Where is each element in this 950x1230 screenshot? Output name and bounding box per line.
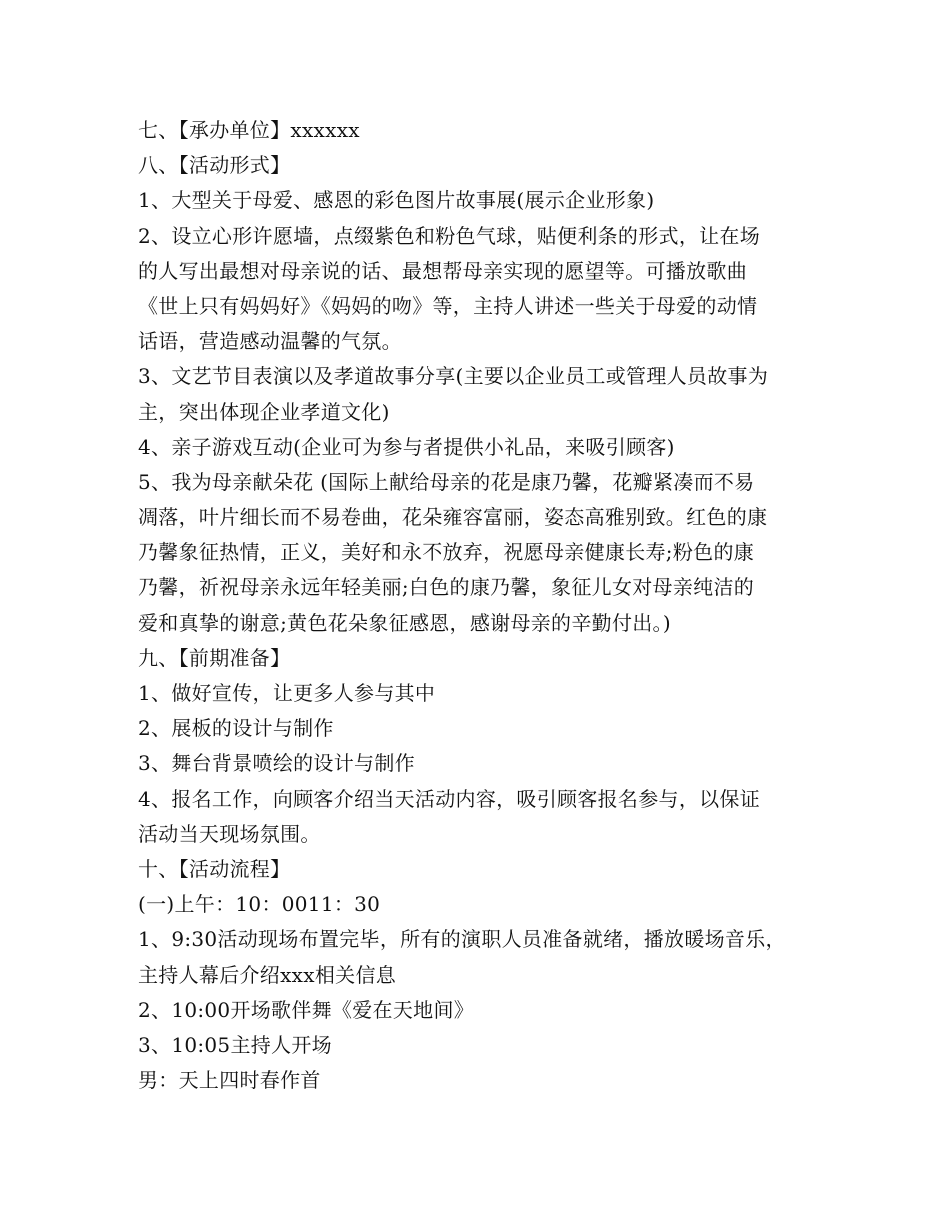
text-line: 乃馨，祈祝母亲永远年轻美丽;白色的康乃馨，象征儿女对母亲纯洁的 [138,575,755,600]
text-line: 凋落，叶片细长而不易卷曲，花朵雍容富丽，姿态高雅别致。红色的康 [138,505,768,530]
text-line: 话语，营造感动温馨的气氛。 [138,329,402,354]
text-line: 男：天上四时春作首 [138,1068,321,1093]
text-line: 4、亲子游戏互动(企业可为参与者提供小礼品，来吸引顾客) [138,434,675,459]
text-line: (一)上午：10：0011：30 [138,892,381,917]
text-line: 3、舞台背景喷绘的设计与制作 [138,751,415,776]
text-line: 2、设立心形许愿墙，点缀紫色和粉色气球，贴便利条的形式，让在场 [138,223,761,248]
text-line: 2、展板的设计与制作 [138,716,334,741]
document-body [138,113,838,1098]
section-heading-activity-format: 八、【活动形式】 [138,153,291,178]
text-line: 《世上只有妈妈好》《妈妈的吻》等，主持人讲述一些关于母爱的动情 [138,293,758,318]
text-line: 爱和真挚的谢意;黄色花朵象征感恩，感谢母亲的辛勤付出。) [138,610,671,635]
text-line: 2、10:00开场歌伴舞《爱在天地间》 [138,997,475,1022]
text-line: 5、我为母亲献朵花 (国际上献给母亲的花是康乃馨，花瓣紧凑而不易 [138,469,755,494]
section-heading-activity-flow: 十、【活动流程】 [138,856,291,881]
text-line: 1、大型关于母爱、感恩的彩色图片故事展(展示企业形象) [138,188,655,213]
section-heading-organizer: 七、【承办单位】xxxxxx [138,118,360,142]
text-line: 4、报名工作，向顾客介绍当天活动内容，吸引顾客报名参与，以保证 [138,786,761,811]
text-line: 1、9:30活动现场布置完毕，所有的演职人员准备就绪，播放暖场音乐， [138,927,786,952]
text-line: 3、文艺节目表演以及孝道故事分享(主要以企业员工或管理人员故事为 [138,364,769,389]
text-line: 3、10:05主持人开场 [138,1032,332,1057]
section-heading-preparation: 九、【前期准备】 [138,645,291,670]
text-line: 1、做好宣传，让更多人参与其中 [138,681,436,705]
text-line: 活动当天现场氛围。 [138,821,321,846]
text-line: 主持人幕后介绍xxx相关信息 [138,962,397,987]
text-line: 的人写出最想对母亲说的话、最想帮母亲实现的愿望等。可播放歌曲 [138,258,747,283]
text-line: 主，突出体现企业孝道文化) [138,399,390,424]
text-line: 乃馨象征热情，正义，美好和永不放弃，祝愿母亲健康长寿;粉色的康 [138,540,755,565]
